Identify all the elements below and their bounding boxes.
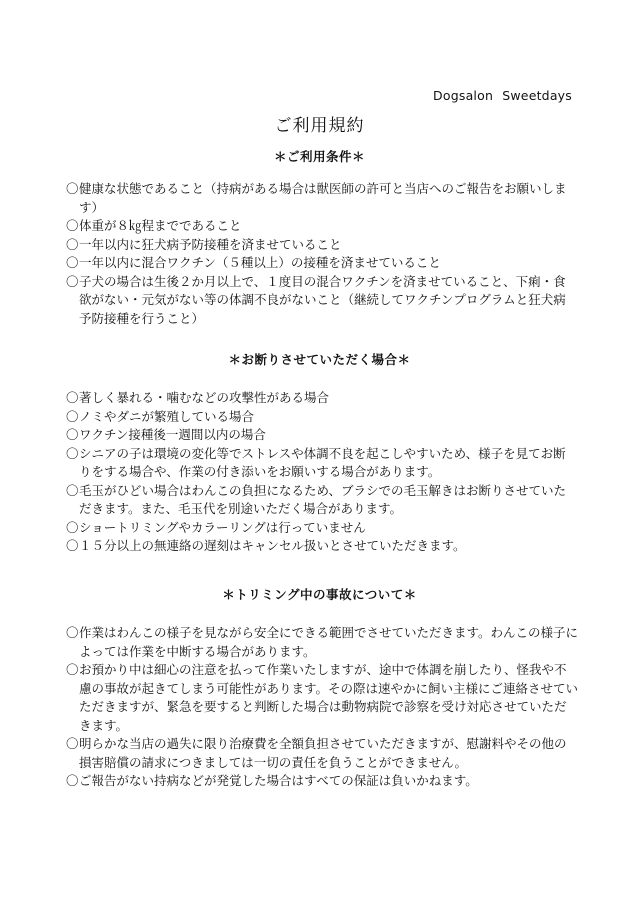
list-item [66, 661, 578, 735]
list-item-text: ワクチン接種後一週間以内の場合 [79, 427, 266, 442]
bullet-circle-icon: 〇 [66, 445, 79, 461]
list-item-text: 一年以内に狂犬病予防接種を済ませていること [79, 236, 342, 252]
list-item [66, 772, 578, 791]
section-heading-conditions: ＊ご利用条件＊ [273, 149, 365, 164]
bullet-circle-icon: 〇 [66, 736, 79, 751]
list-item-text: シニアの子は環境の変化等でストレスや体調不良を起こしやすいため、様子を見てお断りをする場合や、作業の付き添いをお願いする場合があります。 [79, 445, 566, 479]
list-item [66, 482, 578, 519]
refusal-list [66, 389, 578, 556]
list-item [66, 624, 578, 661]
section-heading-accidents: ＊トリミング中の事故について＊ [222, 587, 417, 602]
list-item [66, 537, 578, 556]
bullet-circle-icon: 〇 [66, 625, 79, 640]
list-item-text: お預かり中は細心の注意を払って作業いたしますが、途中で体調を崩したり、怪我や不慮の事故が起きてしまう可能性があります。その際は速やかに飼い主様にご連絡させていただきますが、緊急を要すると判断した場合は動物病院で診察を受け対応させていただきます。 [79, 662, 579, 733]
bullet-circle-icon: 〇 [66, 427, 79, 442]
bullet-circle-icon: 〇 [66, 773, 79, 788]
bullet-circle-icon: 〇 [66, 273, 79, 289]
list-item [66, 273, 578, 329]
list-item-text: 毛玉がひどい場合はわんこの負担になるため、ブラシでの毛玉解きはお断りさせていただきます。また、毛玉代を別途いただく場合があります。 [79, 482, 567, 516]
bullet-circle-icon: 〇 [66, 408, 79, 424]
list-item-text: ノミやダニが繁殖している場合 [79, 408, 255, 424]
list-item-text: １５分以上の無連絡の遅刻はキャンセル扱いとさせていただきます。 [79, 538, 466, 553]
list-item-text: ショートリミングやカラーリングは行っていません [79, 519, 366, 535]
section-heading-refusal: ＊お断りさせていただく場合＊ [228, 352, 411, 367]
list-item-text: 明らかな当店の過失に限り治療費を全額負担させていただきますが、慰謝料やその他の損害賠償の請求につきましては一切の責任を負うことができません。 [79, 736, 567, 770]
list-item [66, 217, 578, 236]
list-item [66, 445, 578, 482]
list-item [66, 426, 578, 445]
list-item [66, 408, 578, 427]
list-item-text: 一年以内に混合ワクチン（５種以上）の接種を済ませていること [79, 255, 441, 270]
list-item [66, 254, 578, 273]
list-item-text: 著しく暴れる・噛むなどの攻撃性がある場合 [79, 390, 330, 405]
list-item-text: 子犬の場合は生後２か月以上で、１度目の混合ワクチンを済ませていること、下痢・食欲がない・元気がない等の体調不良がないこと（継続してワクチンプログラムと狂犬病予防接種を行うこと） [79, 273, 566, 326]
accidents-list [66, 624, 578, 791]
bullet-circle-icon: 〇 [66, 390, 79, 405]
bullet-circle-icon: 〇 [66, 236, 79, 252]
page-title: ご利用規約 [274, 116, 365, 136]
list-item-text: 健康な状態であること（持病がある場合は獣医師の許可と当店へのご報告をお願いします） [79, 181, 567, 215]
list-item [66, 180, 578, 217]
bullet-circle-icon: 〇 [66, 181, 79, 196]
list-item-text: 体重が８㎏程までであること [79, 218, 242, 233]
bullet-circle-icon: 〇 [66, 218, 79, 233]
list-item [66, 735, 578, 772]
list-item [66, 519, 578, 538]
list-item-text: 作業はわんこの様子を見ながら安全にできる範囲でさせていただきます。わんこの様子によっては作業を中断する場合があります。 [79, 625, 579, 659]
bullet-circle-icon: 〇 [66, 519, 79, 535]
bullet-circle-icon: 〇 [66, 662, 79, 677]
list-item [66, 236, 578, 255]
bullet-circle-icon: 〇 [66, 482, 79, 498]
list-item-text: ご報告がない持病などが発覚した場合はすべての保証は負いかねます。 [79, 773, 478, 788]
bullet-circle-icon: 〇 [66, 255, 79, 270]
list-item [66, 389, 578, 408]
salon-name: Dogsalon Sweetdays [433, 88, 572, 103]
conditions-list [66, 180, 578, 328]
bullet-circle-icon: 〇 [66, 538, 79, 553]
